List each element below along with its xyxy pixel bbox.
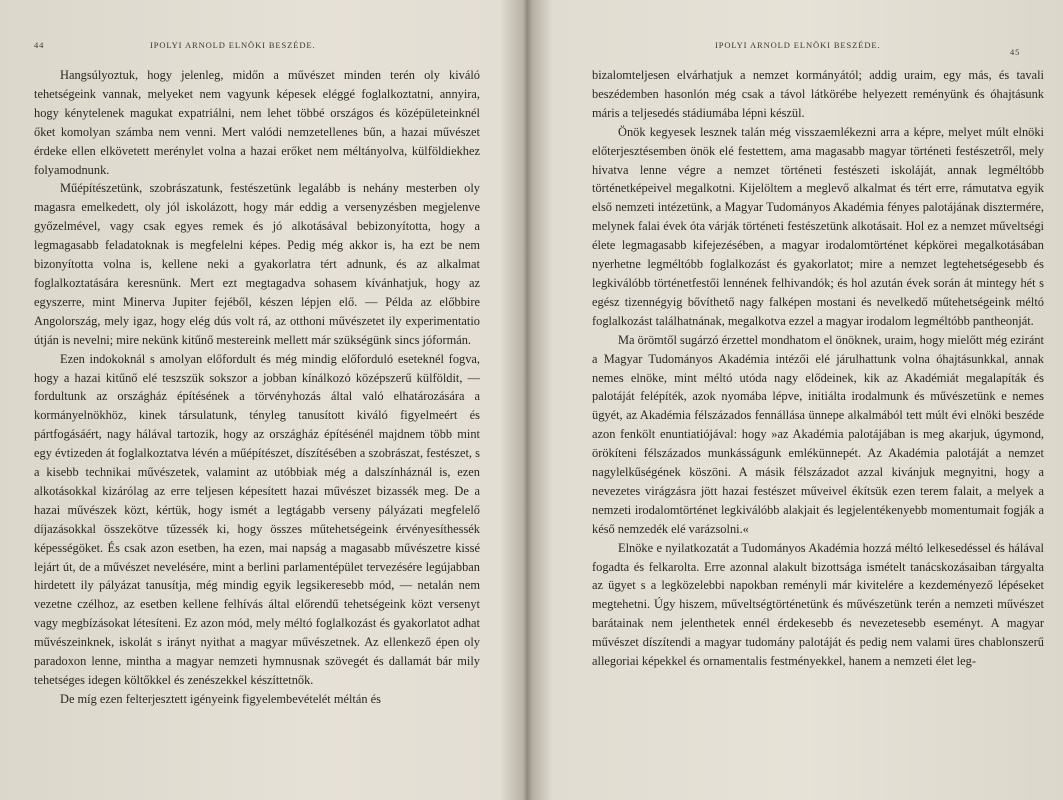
left-page-number: 44 — [34, 40, 45, 50]
left-page-body — [34, 66, 480, 709]
left-running-head: IPOLYI ARNOLD ELNÖKI BESZÉDE. — [150, 40, 316, 50]
left-paragraph-1: Hangsúlyoztuk, hogy jelenleg, midőn a művészet minden terén oly kiváló tehetségeink vannak, melyeket nem vagyunk képesek eléggé foglalkoztatni, annyira, hogy kénytelenek magukat expatriálni, nem lehet többé országos és középületeinknél őket komolyan számba nem venni. Mert valódi nemzetellenes bűn, a hazai művészet érdeke ellen elkövetett merénylet volna a hazai erőket nem méltányolva, külföldiekhez folyamodnunk. — [34, 68, 480, 177]
right-running-head: IPOLYI ARNOLD ELNÖKI BESZÉDE. — [715, 40, 881, 50]
right-page-number: 45 — [1010, 47, 1021, 57]
right-page — [532, 0, 1063, 800]
left-page — [0, 0, 520, 800]
right-page-body — [592, 66, 1044, 671]
right-paragraph-3: Ma örömtől sugárzó érzettel mondhatom el önöknek, uraim, hogy mielőtt még eziránt a Magyar Tudományos Akadémia intézői elé járulhattunk volna óhajtásunkkal, annak nemes elnöke, mint méltó utóda nagy elődeinek, kik az Akadémiát megalapíták és palotáját felépíték, azok nyomába lépve, initiálta irodalmunk és művészetünk e nemes ügyét, az Akadémia félszázados fennállása ünnepe alkalmából tett múlt évi elnöki beszéde azon fenkölt enuntiatiójával: hogy »az Akadémia palotájában is meg akarjuk, úgymond, örökíteni félszázados munkásságunk emlékünnepét. Az Akadémia palotáját a nemzet nagylelkűségének köszöni. A másik félszázadot azzal kivánjuk megnyitni, hogy a nevezetes virágzásra jött hazai festészet műveivel ékítsük ezen terem falait, a melyek a nemzeti irodalomtörténet legkiválóbb alakjait és legjelentékenyebb momentumait fogják a késő nemzedék elé varázsolni.« — [592, 332, 1044, 536]
left-paragraph-4: De míg ezen felterjesztett igényeink figyelembevételét méltán és — [60, 691, 381, 706]
right-paragraph-1: bizalomteljesen elvárhatjuk a nemzet kormányától; addig uraim, egy más, és tavali beszédemben hasonlón még csak a távol látkörébe helyezett reményünk és óhajtásunk máris a teljesedés stádiumába lépni készül. — [592, 68, 1044, 120]
right-paragraph-2: Önök kegyesek lesznek talán még visszaemlékezni arra a képre, melyet múlt elnöki előterjesztésemben önök elé festettem, ama magasabb magyar történeti festészetről, mely hivatva lenne végre a nemzet történeti festészeti iskoláját, annak legméltóbb történetképeivel megalkotni. Kijelöltem a meglevő alkalmat és tért erre, rámutatva egyik első nemzeti intézetünk, a Magyar Tudományos Akadémia fényes palotájának disztermére, melynek falai évek óta várják történeti festészetünk alkotásait. Hol ez a nemzet műveltségi élete legmagasabb kifejezésében, a magyar irodalomtörténet képkörei megalkotásában nyerhetne legméltóbb foglalkozást és gyakorlatot; mire a nemzet legtehetségesebb és legkiválóbb történetfestői lennének felhivandók; és hol azután évek során át mintegy hét s egész tizennégyig bővíthető nagy falképen mostani és nevelkedő műtehetségeink méltó foglalkozást találhatnának, megalkotva ezzel a magyar irodalom legméltóbb pantheonját. — [592, 124, 1044, 328]
right-paragraph-4: Elnöke e nyilatkozatát a Tudományos Akadémia hozzá méltó lelkesedéssel és hálával fogadta és felkarolta. Erre azonnal alakult bizottsága ismételt tanácskozásaiban tárgyalta az ügyet s a legközelebbi napokban reményli már kivitelére a kezdeményező lépéseket megtehetni. Úgy hiszem, műveltségtörténetünk és művészetünk terén a nemzeti művészet barátainak nem jelenthetek ennél érdekesebb és nevezetesebb eseményt. A magyar művészet díszítendi a magyar tudomány palotáját és pedig nem valami üres chablonszerű allegoriai képekkel és ornamentalis festményekkel, hanem a nemzeti élet leg- — [592, 540, 1044, 669]
left-paragraph-2: Műépítészetünk, szobrászatunk, festészetünk legalább is nehány mesterben oly magasra emelkedett, oly jól iskolázott, hogy már eddig a versenyzésben megjelenve győzelmével, vagy csak egyes remek és jó alkotásával bebizonyította, hogy a legmagasabb feladatoknak is megfelelni képes. Pedig még akkor is, ha ezt be nem bizonyította volna is, kellene neki a gyakorlatra tért adnunk, és az alkalmat foglalkoztatására keresnünk. Mert ezt megtagadva sohasem kívánhatjuk, hogy az egyszerre, mint Minerva Jupiter fejéből, készen lépjen elő. — Példa az előbbire Angolország, mely igaz, hogy elég dús volt rá, az otthoni művészetet ily experimentatio útján is nevelni; mire nekünk kitűnő mestereink mellett már szükségünk sincs jóformán. — [34, 181, 480, 347]
left-paragraph-3: Ezen indokoknál s amolyan előfordult és még mindig előforduló eseteknél fogva, hogy a hazai kitűnő elé teszszük sokszor a jobban kínálkozó középszerű külföldit, — fordultunk az országház építésének a törvényhozás által való elhatározására a kormányelnökhöz, kinek társulatunk, tényleg tanusított kiváló figyelmeért és pártfogásáért, nagy hálával tartozik, hogy az országház építésénél majdnem több mint egy évtizeden át foglalkoztatva lévén a műépítészet, díszítésében a szobrászat, festészet, s a kisebb technikai művészetek, valamint az utóbbiak még a dalszínháznál is, ezen alkotásokkal kizárólag az erre teljesen képesített hazai művészet bizassék meg. De a hazai művészek közt, kértük, hogy ismét a legtágabb verseny pályázati megfelelő díjazásokkal összekötve tűzessék ki, hogy összes műtehetségeink érvényesíthessék képességöket. És csak azon esetben, ha ezen, mai napság a magasabb művészetre kissé lejárt út, de a művészet nevelésére, mint a berlini parlamentépület tervezésére legújabban hirdetett ily pályázat tanusítja, még mindig egyik legsikeresebb mód, — netalán nem vezetne czélhoz, az esetben kellene felhívás által előrendű tehetségeink közt versenyt vagy megbízásokat létesíteni. Ez azon mód, mely méltó foglalkozást és gyakorlatot adhat művészeinknek, iskolát s irányt nyithat a magyar művészetnek. Az ellenkező épen oly paradoxon lenne, mintha a magyar nemzeti hymnusnak szövegét és dallamát bár mily tehetséges idegen költőkkel és zenészekkel készíttetnők. — [34, 351, 480, 687]
